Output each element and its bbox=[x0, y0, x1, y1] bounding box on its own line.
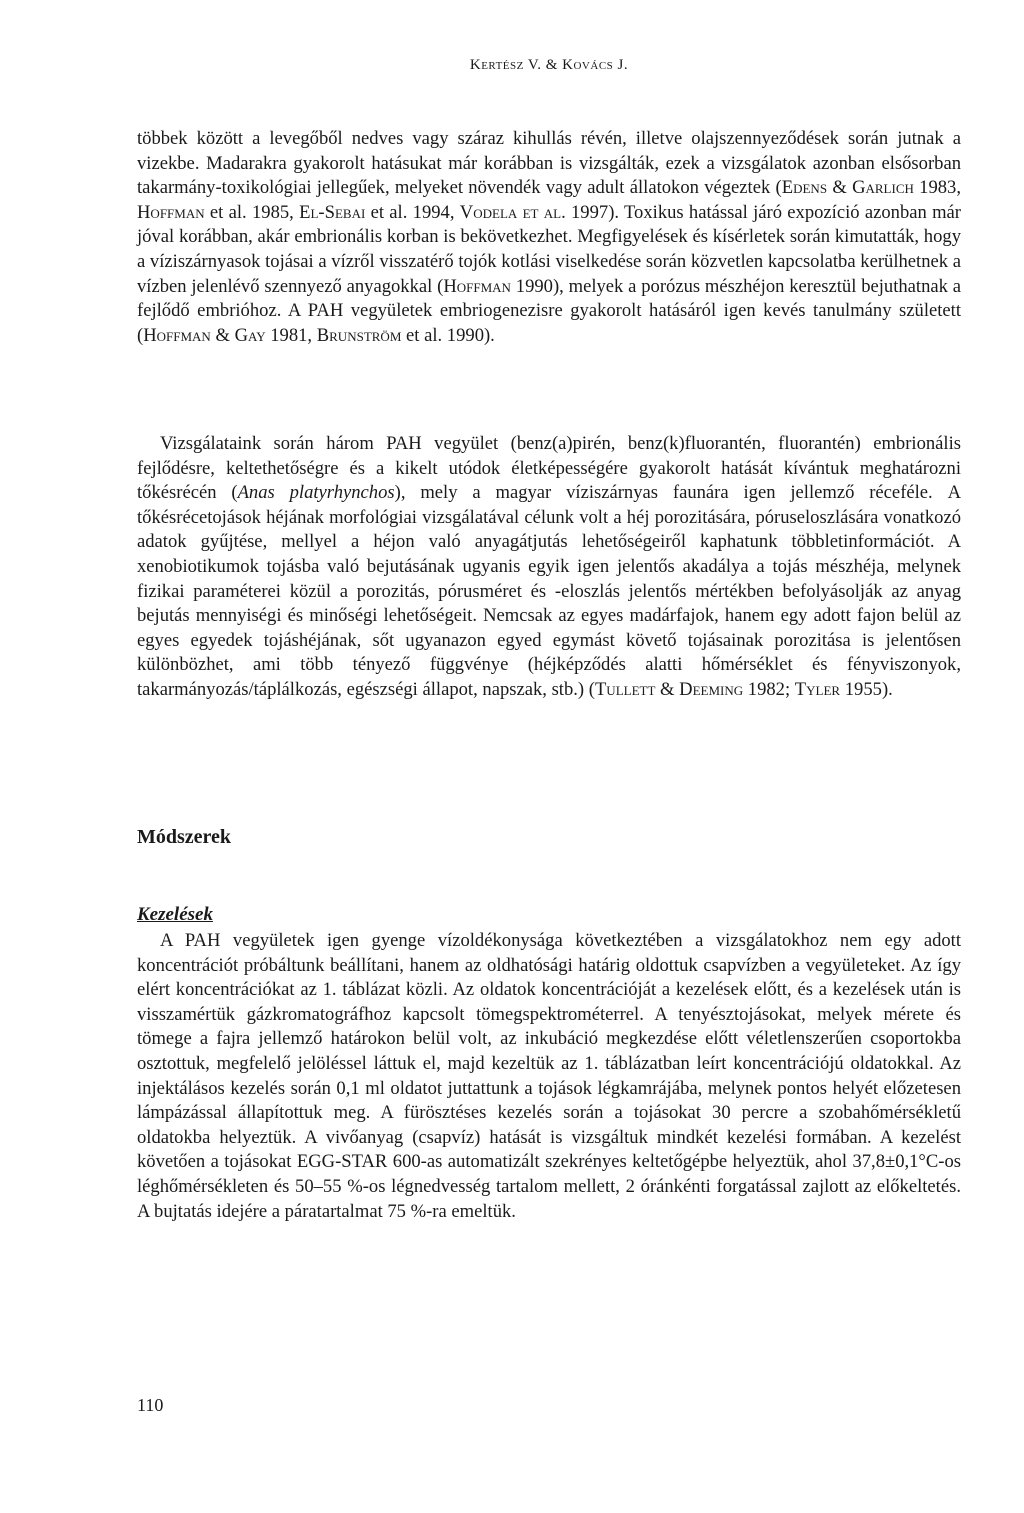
body-text: et al. 1994, bbox=[365, 201, 460, 223]
species-name: Anas platyrhynchos bbox=[237, 482, 395, 504]
running-head: Kertész V. & Kovács J. bbox=[469, 57, 629, 73]
section-heading-methods: Módszerek bbox=[137, 826, 232, 848]
body-text: többek között a levegőből nedves vagy száraz kihullás révén, illetve olajszennyeződések során jutnak a vizekbe. Madarakra gyakorolt hatásukat már korábban is vizsgálták, ezek a vizsgálatok azonban elsősorban takarmány-toxikológiai jellegűek, melyeket növendék vagy adult állatokon végeztek ( bbox=[137, 128, 961, 199]
body-text: A PAH vegyületek igen gyenge vízoldékonysága következtében a vizsgálatokhoz nem egy adott koncentrációt próbáltunk beállítani, hanem az oldhatósági határig oldottuk csapvízben a vegyületeket. Az így elért koncentrációkat az 1. táblázat közli. Az oldatok koncentrációját a kezelések előtt, és a kezelések után is visszamértük gázkromatográfhoz kapcsolt tömegspektrométerrel. A tenyésztojásokat, melyek mérete és tömege a fajra jellemző határokon belül volt, az inkubáció megkezdése előtt véletlenszerűen csoportokba osztottuk, megfelelő jelöléssel láttuk el, majd kezeltük az 1. táblázatban leírt koncentrációjú oldatokkal. Az injektálásos kezelés során 0,1 ml oldatot juttattunk a tojások légkamrájába, melynek pontos helyét előzetesen lámpázással állapítottuk meg. A fürösztéses kezelés során a tojásokat 30 percre a szobahőmérsékletű oldatokba helyeztük. A vivőanyag (csapvíz) hatását is vizsgáltuk mindkét kezelési formában. A kezelést követően a tojásokat EGG-STAR 600-as automatizált szekrényes keltetőgépbe helyeztük, ahol 37,8±0,1°C-os léghőmérsékleten és 50–55 %-os légnedvesség tartalom mellett, 2 óránkénti forgatással zajlott az előkeltetés. A bujtatás idejére a páratartalmat 75 %-ra emeltük. bbox=[137, 930, 961, 1222]
citation-author: Tullett & Deeming bbox=[594, 678, 744, 700]
citation-author: Brunström bbox=[316, 324, 402, 346]
citation-author: Edens & Garlich bbox=[781, 177, 914, 199]
body-text: ), mely a magyar víziszárnyas faunára igen jellemző récefélе. A tőkésrécetojások héjának morfológiai vizsgálatával célunk volt a héj porozitására, póruseloszlására vonatkozó adatok gyűjtése, mellyel a héjon való anyagátjutás lehetőségeiről kaphatunk többletinformációt. A xenobiotikumok tojásba való bejutásának ugyanis egyik igen jelentős akadálya a tojás mészhéja, melynek fizikai paraméterei közül a porozitás, pórusméret és -eloszlás jelentős mértékben befolyásolják az anyag bejutás mennyiségi és minőségi lehetőségeit. Nemcsak az egyes madárfajok, hanem egy adott fajon belül az egyes egyedek tojáshéjának, sőt ugyanazon egyed egymást követő tojásainak porozitása is jelentősen különbözhet, ami több tényező függvénye (héjképződés alatti hőmérséklet és fényviszonyok, takarmányozás/táplálkozás, egészségi állapot, napszak, stb.) ( bbox=[137, 482, 961, 700]
body-text: 1982; bbox=[743, 678, 795, 700]
citation-author: Vodela et al. bbox=[459, 201, 566, 223]
intro-paragraph-1 bbox=[137, 127, 961, 348]
intro-paragraph-2 bbox=[137, 432, 961, 703]
citation-author: El-Sebai bbox=[299, 201, 366, 223]
body-text: et al. 1985, bbox=[204, 201, 300, 223]
body-text: 1955). bbox=[840, 678, 893, 700]
citation-author: Tyler bbox=[794, 678, 841, 700]
body-text: 1981, bbox=[265, 324, 317, 346]
subsection-heading-treatments: Kezelések bbox=[137, 904, 213, 925]
body-text: 1983, bbox=[913, 177, 962, 199]
citation-author: Hoffman bbox=[443, 275, 511, 297]
body-text: 1997). Toxikus hatással járó expozíció azonban már jóval korábban, akár embrionális korban is bekövetkezhet. Megfigyelések és kísérletek során kimutatták, hogy a víziszárnyasok tojásai a vízről visszatérő tojók kotlási viselkedése során közvetlen kapcsolatba kerülhetnek a vízben jelenlévő szennyező anyagokkal ( bbox=[137, 201, 961, 297]
methods-paragraph bbox=[137, 929, 961, 1224]
body-text: et al. 1990). bbox=[401, 324, 495, 346]
citation-author: Hoffman bbox=[137, 201, 205, 223]
body-text: 1990), melyek a porózus mészhéjon keresztül bejuthatnak a fejlődő embrióhoz. A PAH vegyületek embriogenezisre gyakorolt hatásáról igen kevés tanulmány született ( bbox=[137, 275, 962, 346]
body-text: Vizsgálataink során három PAH vegyület (benz(a)pirén, benz(k)fluorantén, fluorantén) embrionális fejlődésre, keltethetőségre és a kikelt utódok életképességére gyakorolt hatását kívántuk meghatározni tőkésrécén ( bbox=[137, 433, 961, 504]
citation-author: Hoffman & Gay bbox=[143, 324, 266, 346]
page-number: 110 bbox=[137, 1395, 164, 1415]
